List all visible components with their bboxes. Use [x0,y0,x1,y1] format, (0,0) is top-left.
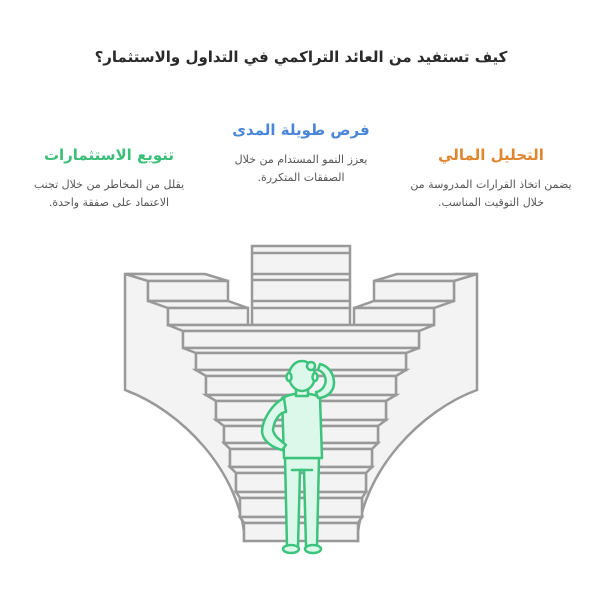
heading-diversification: تنويع الاستثمارات [43,146,175,164]
page-title: كيف تستفيد من العائد التراكمي في التداول والاستثمار؟ [94,48,508,66]
body-diversification: يقلل من المخاطر من خلال تجنب الاعتماد على صفقة واحدة. [33,178,185,209]
heading-analysis: التحليل المالي [438,146,544,164]
heading-long-term: فرص طويلة المدى [232,121,370,139]
body-long-term: يعزز النمو المستدام من خلال الصفقات المتكررة. [234,153,368,184]
body-analysis: يضمن اتخاذ القرارات المدروسة من خلال التوقيت المناسب. [410,178,572,209]
